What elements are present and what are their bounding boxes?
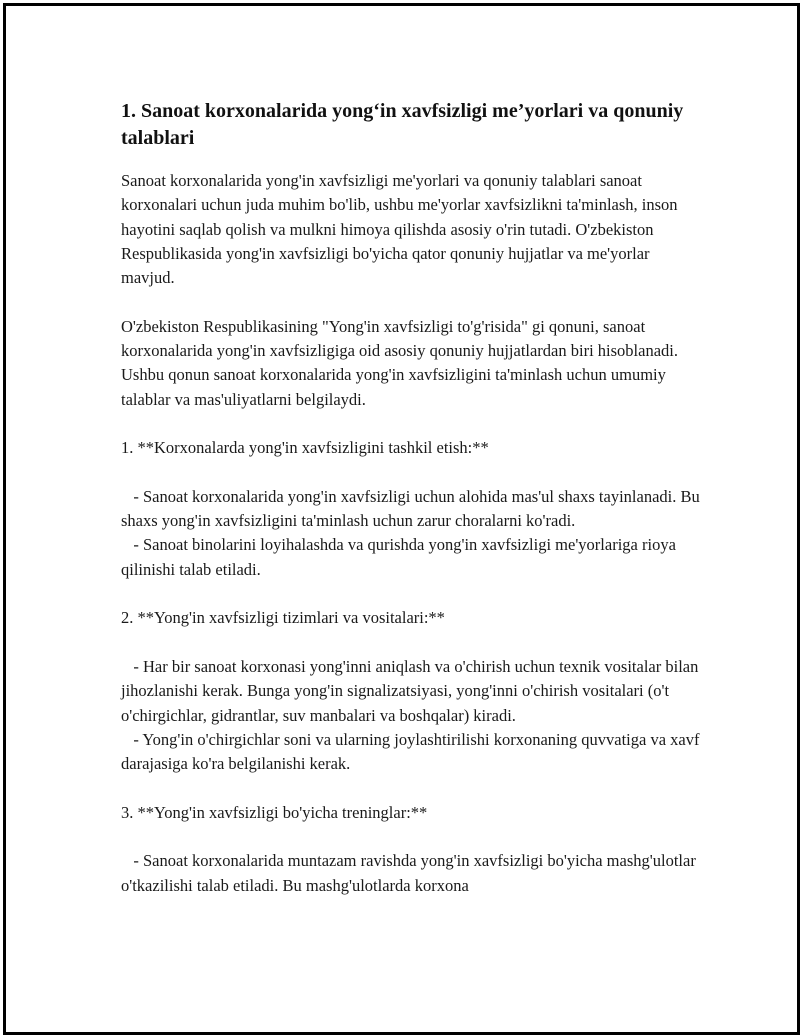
intro-paragraph: Sanoat korxonalarida yong'in xavfsizligi me'yorlari va qonuniy talablari sanoat korxonalari uchun juda muhim bo'lib, ushbu me'yorlar xavfsizlikni ta'minlash, inson hayotini saqlab qolish va mulkni himoya qilishda asosiy o'rin tutadi. O'zbekiston Respublikasida yong'in xavfsizligi bo'yicha qator qonuniy hujjatlar va me'yorlar mavjud. (121, 171, 682, 288)
paragraph-spacer (121, 412, 701, 436)
page-frame (3, 3, 800, 1035)
list-body-2: - Har bir sanoat korxonasi yong'inni aniqlash va o'chirish uchun texnik vositalar bilan jihozlanishi kerak. Bunga yong'in signalizatsiyasi, yong'inni o'chirish vositalari (o't o'chirgichlar, gidrantlar, suv manbalari va boshqalar) kiradi. - Yong'in o'chirgichlar soni va ularning joylashtirilishi korxonaning quvvatiga va xavf darajasiga ko'ra belgilanishi kerak. (121, 656, 700, 774)
list-body-1: - Sanoat korxonalarida yong'in xavfsizligi uchun alohida mas'ul shaxs tayinlanadi. Bu shaxs yong'in xavfsizligini ta'minlash uchun zarur choralarni ko'radi. - Sanoat binolarini loyihalashda va qurishda yong'in xavfsizligi me'yorlariga rioya qilinishi talab etiladi. (121, 486, 700, 579)
paragraph-spacer (121, 582, 701, 606)
law-paragraph: O'zbekiston Respublikasining "Yong'in xavfsizligi to'g'risida" gi qonuni, sanoat korxonalarida yong'in xavfsizligiga oid asosiy qonuniy hujjatlardan biri hisoblanadi. Ushbu qonun sanoat korxonalarida yong'in xavfsizligini ta'minlash uchun umumiy talablar va mas'uliyatlarni belgilaydi. (121, 316, 683, 409)
document-body (121, 98, 701, 898)
list-heading-3: 3. **Yong'in xavfsizligi bo'yicha treninglar:** (121, 802, 428, 822)
paragraph-spacer (121, 825, 701, 849)
list-heading-1: 1. **Korxonalarda yong'in xavfsizligini tashkil etish:** (121, 438, 489, 458)
section-heading: 1. Sanoat korxonalarida yong‘in xavfsizligi me’yorlari va qonuniy talablari (121, 100, 684, 149)
paragraph-spacer (121, 461, 701, 485)
paragraph-spacer (121, 290, 701, 314)
paragraph-spacer (121, 776, 701, 800)
list-body-3: - Sanoat korxonalarida muntazam ravishda yong'in xavfsizligi bo'yicha mashg'ulotlar o'tkazilishi talab etiladi. Bu mashg'ulotlarda korxona (121, 851, 700, 895)
paragraph-spacer (121, 631, 701, 655)
list-heading-2: 2. **Yong'in xavfsizligi tizimlari va vositalari:** (121, 608, 445, 628)
